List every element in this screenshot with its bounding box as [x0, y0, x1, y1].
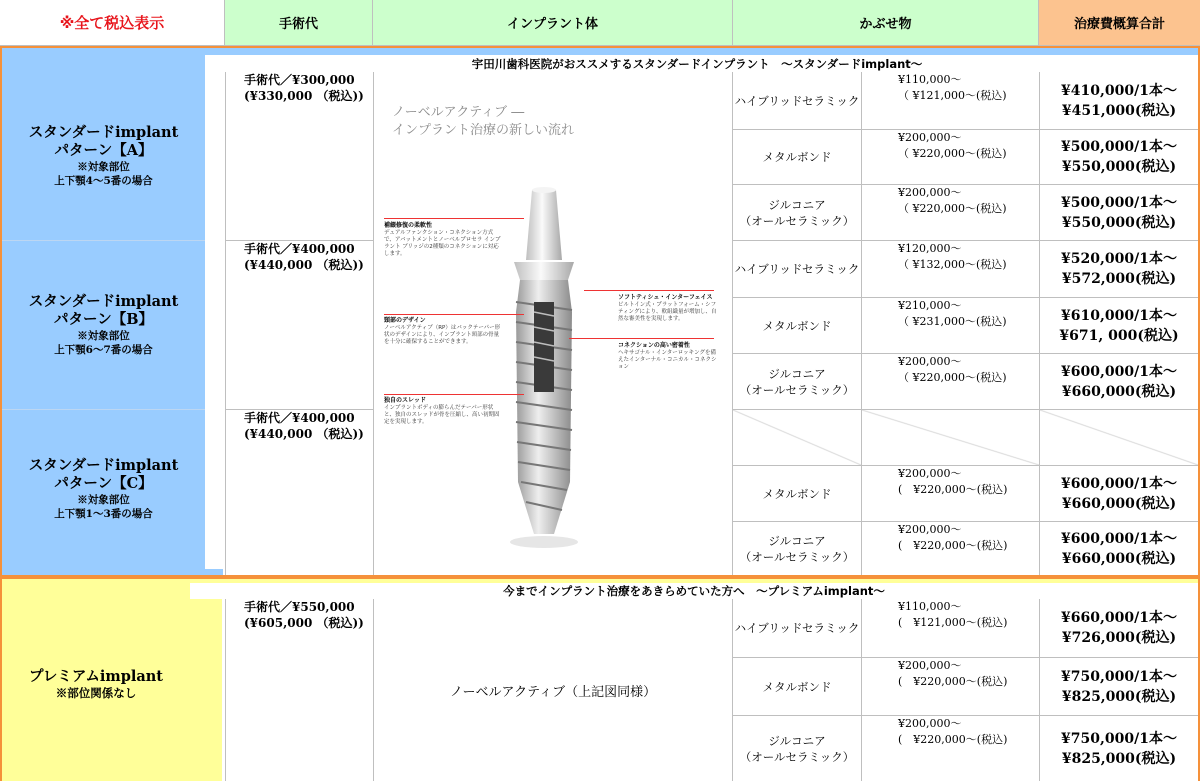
total-cell [1039, 465, 1198, 521]
annotation-body: ノーベルアクティブ（RP）はバックテーパー形状のデザインにより、インプラント頸部の骨量を十分に確保することができます。 [384, 325, 501, 345]
material-text: ハイブリッドセラミック [734, 621, 860, 635]
total-cell [1039, 129, 1198, 184]
material-text: メタルボンド [762, 318, 832, 333]
price-text: ¥200,000～ [898, 355, 962, 368]
premium-fee-cell [225, 599, 373, 781]
total-cell [1039, 184, 1198, 240]
material-cell [733, 72, 861, 129]
price-text-tax: ( ¥220,000～(税込) [898, 675, 1008, 688]
annotation-5 [618, 342, 718, 371]
total-text-tax: ¥660,000(税込) [1061, 495, 1177, 512]
price-text: ¥110,000～ [898, 600, 962, 613]
price-text-tax: （ ¥220,000～(税込) [898, 202, 1007, 215]
total-text-tax: ¥726,000(税込) [1061, 630, 1177, 646]
price-cell [861, 353, 1039, 409]
total-cell [1039, 599, 1198, 657]
pattern-note: ※対象部位 [77, 329, 130, 342]
price-cell [861, 240, 1039, 297]
col-header-implant: インプラント体 [373, 0, 733, 46]
price-text: ¥200,000～ [898, 523, 962, 536]
material-cell [733, 521, 861, 575]
fee-text-tax: (¥605,000 （税込)) [244, 616, 364, 630]
premium-note: ※部位関係なし [55, 686, 137, 700]
fee-cell-a [225, 72, 373, 240]
premium-title: プレミアムimplant [28, 668, 164, 685]
price-cell [861, 715, 1039, 781]
annotation-2 [384, 317, 502, 346]
material-text: ジルコニア [768, 366, 826, 381]
annotation-line [584, 290, 714, 291]
fee-cell-c [225, 409, 373, 575]
total-cell [1039, 72, 1198, 129]
empty-cell [861, 409, 1039, 465]
fee-cell-b [225, 240, 373, 409]
pattern-subtitle: パターン【A】 [54, 142, 153, 159]
banner-pad [1189, 55, 1198, 72]
material-text: メタルボンド [762, 486, 832, 501]
fee-text: 手術代／¥400,000 [244, 411, 355, 425]
price-text: ¥110,000～ [898, 73, 962, 86]
annotation-heading: 頸部のデザイン [384, 317, 426, 324]
fee-text-tax: (¥440,000 （税込)) [244, 258, 364, 272]
implant-illustration [484, 182, 604, 552]
pattern-subtitle: パターン【C】 [54, 475, 153, 492]
fee-text-tax: (¥330,000 （税込)) [244, 89, 364, 103]
image-title-line: ノーベルアクティブ ― [392, 105, 525, 120]
total-text: ¥410,000/1本～ [1061, 82, 1177, 99]
standard-banner: 宇田川歯科医院がおススメするスタンダードインプラント ～スタンダードimplant～ [205, 55, 1189, 72]
total-text-tax: ¥825,000(税込) [1061, 688, 1177, 705]
premium-implant-cell: ノーベルアクティブ（上記図同様） [373, 599, 733, 781]
price-text-tax: ( ¥220,000～(税込) [898, 733, 1008, 746]
price-text: ¥120,000～ [898, 242, 962, 255]
total-text-tax: ¥451,000(税込) [1061, 102, 1177, 119]
pattern-note: ※対象部位 [77, 161, 130, 173]
annotation-heading: 独自のスレッド [384, 397, 426, 404]
total-text: ¥500,000/1本～ [1061, 139, 1177, 155]
annotation-1 [384, 222, 502, 258]
pattern-b-label [2, 240, 205, 409]
material-text: メタルボンド [762, 679, 832, 694]
price-cell [861, 184, 1039, 240]
col-header-total: 治療費概算合計 [1039, 0, 1200, 46]
total-text: ¥600,000/1本～ [1061, 475, 1177, 492]
total-text-tax: ¥550,000(税込) [1061, 214, 1177, 231]
material-cell [733, 129, 861, 184]
empty-cell [733, 409, 861, 465]
price-cell [861, 465, 1039, 521]
annotation-line [384, 218, 524, 219]
fee-text: 手術代／¥400,000 [244, 242, 355, 256]
total-text-tax: ¥550,000(税込) [1061, 159, 1177, 175]
price-text-tax: （ ¥121,000～(税込) [898, 89, 1007, 102]
material-cell [733, 240, 861, 297]
annotation-heading: ソフトティシュ・インターフェイス [618, 294, 713, 301]
price-text: ¥200,000～ [898, 131, 962, 144]
price-text-tax: （ ¥220,000～(税込) [898, 147, 1007, 160]
corner-fill [205, 569, 223, 575]
implant-image-cell [373, 72, 733, 575]
pattern-a-label [2, 72, 205, 240]
price-text-tax: ( ¥220,000～(税込) [898, 539, 1008, 552]
price-cell [861, 297, 1039, 353]
price-text-tax: ( ¥121,000～(税込) [898, 616, 1008, 629]
col-header-crown: かぶせ物 [733, 0, 1039, 46]
fee-text-tax: (¥440,000 （税込)) [244, 427, 364, 441]
annotation-line [384, 394, 524, 395]
annotation-body: ビルトイン式・プラットフォーム・シフティングにより、軟組織量が増加し、自然な審美性を実現します。 [618, 302, 717, 322]
total-text-tax: ¥660,000(税込) [1061, 550, 1177, 567]
material-cell [733, 599, 861, 657]
pattern-subtitle: パターン【B】 [54, 310, 153, 328]
price-text: ¥200,000～ [898, 186, 962, 199]
fee-text: 手術代／¥300,000 [244, 73, 355, 87]
total-text-tax: ¥671, 000(税込) [1059, 327, 1179, 344]
fee-text: 手術代／¥550,000 [244, 600, 355, 614]
price-text: ¥200,000～ [898, 717, 962, 730]
price-text: ¥200,000～ [898, 659, 962, 672]
price-text: ¥210,000～ [898, 299, 962, 312]
total-cell [1039, 297, 1198, 353]
pattern-title: スタンダードimplant [28, 124, 179, 141]
total-text: ¥660,000/1本～ [1061, 610, 1177, 626]
material-text-sub: （オールセラミック） [739, 549, 855, 564]
pattern-note: 上下顎1～3番の場合 [54, 508, 153, 520]
material-cell [733, 184, 861, 240]
premium-banner: 今までインプラント治療をあきらめていた方へ ～プレミアムimplant～ [190, 583, 1198, 599]
annotation-3 [384, 397, 502, 426]
material-cell [733, 715, 861, 781]
total-cell [1039, 657, 1198, 715]
tax-note: ※全て税込表示 [0, 0, 225, 46]
annotation-body: デュアルファンクション・コネクション方式で、アバットメントとノーベルプロセラ インプラント ブリッジの2種類のコネクションに対応します。 [384, 230, 501, 257]
material-cell [733, 465, 861, 521]
pattern-note: 上下顎4～5番の場合 [54, 175, 153, 187]
premium-label [2, 599, 190, 769]
annotation-line [384, 314, 524, 315]
material-cell [733, 297, 861, 353]
price-cell [861, 599, 1039, 657]
image-title-line: インプラント治療の新しい流れ [392, 123, 575, 138]
empty-cell [1039, 409, 1198, 465]
pattern-note: ※対象部位 [77, 494, 130, 506]
material-text-sub: （オールセラミック） [739, 382, 855, 397]
total-text: ¥500,000/1本～ [1061, 194, 1177, 211]
price-cell [861, 129, 1039, 184]
price-cell [861, 521, 1039, 575]
annotation-4 [618, 294, 718, 323]
material-text: メタルボンド [762, 150, 832, 164]
pattern-title: スタンダードimplant [28, 292, 179, 310]
total-text: ¥750,000/1本～ [1061, 668, 1177, 685]
price-text-tax: （ ¥132,000～(税込) [898, 258, 1007, 271]
material-text: ジルコニア [768, 533, 826, 548]
total-cell [1039, 715, 1198, 781]
total-text: ¥600,000/1本～ [1061, 363, 1177, 380]
total-text-tax: ¥825,000(税込) [1061, 750, 1177, 767]
material-text: ハイブリッドセラミック [734, 93, 860, 108]
total-text: ¥750,000/1本～ [1061, 730, 1177, 747]
price-cell [861, 657, 1039, 715]
total-text-tax: ¥660,000(税込) [1061, 383, 1177, 400]
total-cell [1039, 353, 1198, 409]
total-cell [1039, 240, 1198, 297]
material-text-sub: （オールセラミック） [739, 749, 855, 764]
material-text-sub: （オールセラミック） [739, 213, 855, 228]
pattern-c-label [2, 409, 205, 569]
price-cell [861, 72, 1039, 129]
annotation-line [569, 338, 714, 339]
annotation-body: ヘキサゴナル・インターロッキングを備えたインターナル・コニカル・コネクション [618, 350, 717, 370]
total-text-tax: ¥572,000(税込) [1061, 271, 1177, 287]
price-text-tax: ( ¥220,000～(税込) [898, 483, 1008, 496]
price-text-tax: （ ¥220,000～(税込) [898, 371, 1007, 384]
total-text: ¥600,000/1本～ [1061, 530, 1177, 547]
pattern-title: スタンダードimplant [28, 457, 179, 474]
col-header-fee: 手術代 [225, 0, 373, 46]
material-cell [733, 353, 861, 409]
pattern-note: 上下顎6～7番の場合 [54, 343, 153, 356]
total-text: ¥520,000/1本～ [1061, 251, 1177, 267]
total-cell [1039, 521, 1198, 575]
annotation-heading: コネクションの高い密着性 [618, 342, 690, 349]
divider [2, 409, 205, 410]
divider [2, 240, 205, 241]
annotation-heading: 補綴修復の柔軟性 [384, 222, 433, 229]
total-text: ¥610,000/1本～ [1061, 307, 1177, 324]
material-text: ジルコニア [768, 197, 826, 212]
annotation-body: インプラントボディの膨らんだテーパー形状と、独自のスレッドが骨を圧縮し、高い初期固定を実現します。 [384, 405, 500, 425]
material-text: ハイブリッドセラミック [734, 262, 860, 276]
implant-image-title [392, 104, 574, 140]
material-cell [733, 657, 861, 715]
material-text: ジルコニア [768, 733, 826, 748]
price-text: ¥200,000～ [898, 467, 962, 480]
price-text-tax: （ ¥231,000～(税込) [898, 315, 1007, 328]
